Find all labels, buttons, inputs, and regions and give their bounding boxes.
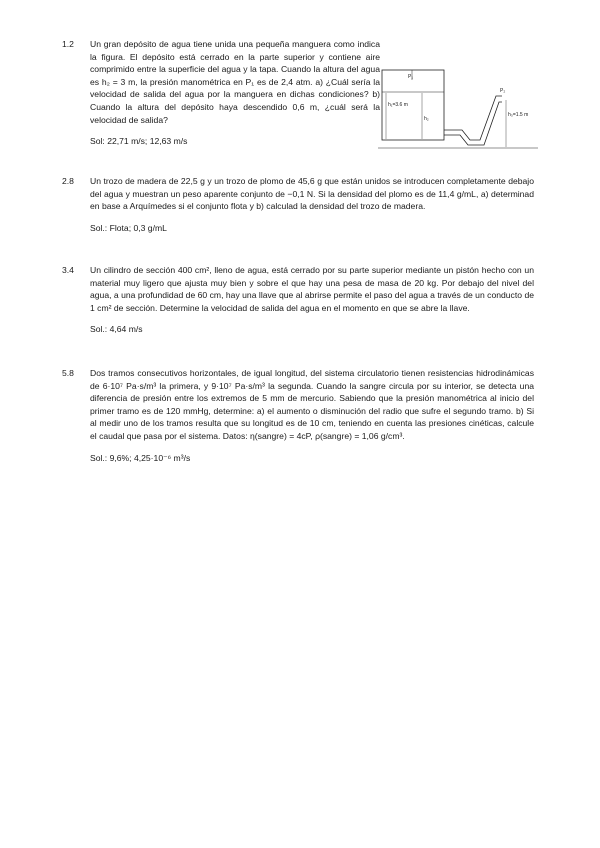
- problem-text: Un cilindro de sección 400 cm², lleno de agua, está cerrado por su parte superior mediante un pistón hecho con un material muy ligero que ajusta muy bien y sobre el que hay una pesa de masa de 20 kg. Por debajo del nivel del agua, a una profundidad de 60 cm, hay una llave que al abrirse permite el paso del agua a través de un conducto de 1 cm² de sección. Determine la velocidad de salida del agua en el momento en que se abre la llave.: [90, 265, 534, 313]
- problem-3-4: [62, 264, 534, 336]
- problem-number: 1.2: [62, 39, 74, 49]
- problem-number: 2.8: [62, 176, 74, 186]
- h3-label: h₃=1.5 m: [508, 112, 529, 118]
- hose-inner: [444, 102, 502, 145]
- problem-solution: Sol: 22,71 m/s; 12,63 m/s: [90, 136, 188, 147]
- tank-hose-figure: [378, 56, 538, 156]
- problem-solution: Sol.: Flota; 0,3 g/mL: [90, 222, 167, 233]
- problem-solution: Sol.: 9,6%; 4,25·10⁻⁶ m³/s: [90, 452, 191, 463]
- problem-text: Un gran depósito de agua tiene unida una pequeña manguera como indica la figura. El depósito está cerrado en la parte superior y contiene aire comprimido entre la superficie del agua y la tapa. Cuando la altura del agua es h₂ = 3 m, la presión manométrica en P₁ es de 2,4 atm. a) ¿Cuál sería la velocidad de salida del agua por la manguera en dichas condiciones? b) Cuando la altura del depósito haya descendido 0,6 m, ¿cuál será la velocidad de salida?: [90, 39, 380, 125]
- problem-number: 5.8: [62, 368, 74, 378]
- problem-solution: Sol.: 4,64 m/s: [90, 324, 143, 335]
- problem-number: 3.4: [62, 265, 74, 275]
- problem-5-8: [62, 367, 534, 464]
- problem-text: Un trozo de madera de 22,5 g y un trozo de plomo de 45,6 g que están unidos se introducen completamente debajo del agua y muestran un peso aparente conjunto de −0,1 N. Si la densidad del plomo es de 11,4 g/mL, a) determinad en base a Arquímedes si el conjunto flota y b) calculad la densidad del trozo de madera.: [90, 176, 534, 212]
- problem-text: Dos tramos consecutivos horizontales, de igual longitud, del sistema circulatorio tienen resistencias hidrodinámicas de 6·10⁷ Pa·s/m³ la primera, y 9·10⁷ Pa·s/m³ la segunda. Cuando la sangre circula por su interior, se detecta una diferencia de presión entre los extremos de 5 mm de mercurio. Sabiendo que la presión manométrica al inicio del primer tramo es de 120 mmHg, determine: a) el aumento o disminución del radio que sufre el segundo tramo. b) Si al medir uno de los tramos resulta que su longitud es de 10 cm, teniendo en cuenta las presiones cinéticas, calcule el caudal que pasa por el sistema. Datos: η(sangre) = 4cP, ρ(sangre) = 1,06 g/cm³.: [90, 368, 534, 441]
- p2-label: P₂: [500, 88, 506, 94]
- problem-2-8: [62, 175, 534, 234]
- h1-label: h₁=3.6 m: [388, 102, 408, 108]
- p1-label: P₁: [408, 74, 414, 80]
- h2-label: h₂: [424, 116, 429, 122]
